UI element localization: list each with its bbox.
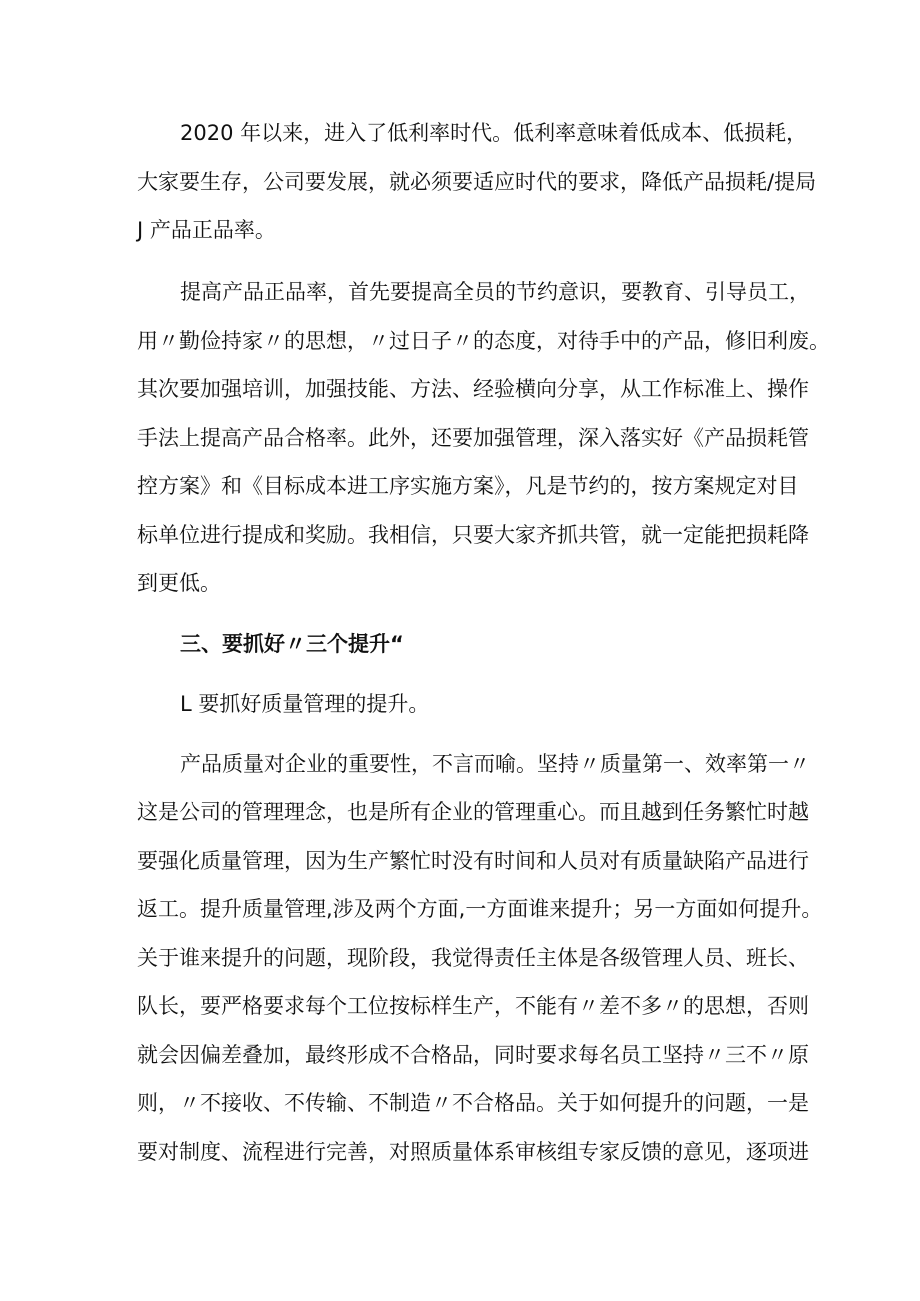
paragraph-3-line-7: 就会因偏差叠加，最终形成不合格品，同时要求每名员工坚持〃三不〃原 bbox=[137, 1043, 809, 1067]
paragraph-1-line-3: J 产品正品率。 bbox=[137, 218, 276, 242]
paragraph-2-line-3: 其次要加强培训，加强技能、方法、经验横向分享，从工作标准上、操作 bbox=[137, 377, 809, 401]
paragraph-1-line-1: 2020 年以来，进入了低利率时代。低利率意味着低成本、低损耗， bbox=[180, 121, 808, 145]
paragraph-2-line-1: 提高产品正品率，首先要提高全员的节约意识，要教育、引导员工， bbox=[180, 280, 810, 304]
paragraph-3-line-8: 则，〃不接收、不传输、不制造〃不合格品。关于如何提升的问题，一是 bbox=[137, 1091, 809, 1115]
subheading-item: L 要抓好质量管理的提升。 bbox=[180, 692, 430, 716]
paragraph-3-line-6: 队长，要严格要求每个工位按标样生产，不能有〃差不多〃的思想，否则 bbox=[137, 994, 809, 1018]
paragraph-2-line-5: 控方案》和《目标成本进工序实施方案》，凡是节约的，按方案规定对目 bbox=[137, 474, 799, 498]
paragraph-2-line-2: 用〃勤俭持家〃的思想，〃过日子〃的态度，对待手中的产品，修旧利废。 bbox=[137, 329, 830, 353]
paragraph-2-line-7: 到更低。 bbox=[137, 571, 221, 595]
paragraph-2-line-4: 手法上提高产品合格率。此外，还要加强管理，深入落实好《产品损耗管 bbox=[137, 426, 809, 450]
section-heading: 三、要抓好〃三个提升“ bbox=[180, 632, 404, 656]
paragraph-3-line-2: 这是公司的管理理念，也是所有企业的管理重心。而且越到任务繁忙时越 bbox=[137, 800, 809, 824]
paragraph-3-line-5: 关于谁来提升的问题，现阶段，我觉得责任主体是各级管理人员、班长、 bbox=[137, 946, 809, 970]
paragraph-3-line-1: 产品质量对企业的重要性，不言而喻。坚持〃质量第一、效率第一〃 bbox=[180, 752, 810, 776]
paragraph-3-line-9: 要对制度、流程进行完善，对照质量体系审核组专家反馈的意见，逐项进 bbox=[137, 1140, 809, 1164]
paragraph-2-line-6: 标单位进行提成和奖励。我相信，只要大家齐抓共管，就一定能把损耗降 bbox=[137, 523, 809, 547]
paragraph-3-line-4: 返工。提升质量管理,涉及两个方面,一方面谁来提升；另一方面如何提升。 bbox=[137, 897, 823, 921]
paragraph-3-line-3: 要强化质量管理，因为生产繁忙时没有时间和人员对有质量缺陷产品进行 bbox=[137, 849, 809, 873]
paragraph-1-line-2: 大家要生存，公司要发展，就必须要适应时代的要求，降低产品损耗/提局 bbox=[137, 170, 817, 194]
